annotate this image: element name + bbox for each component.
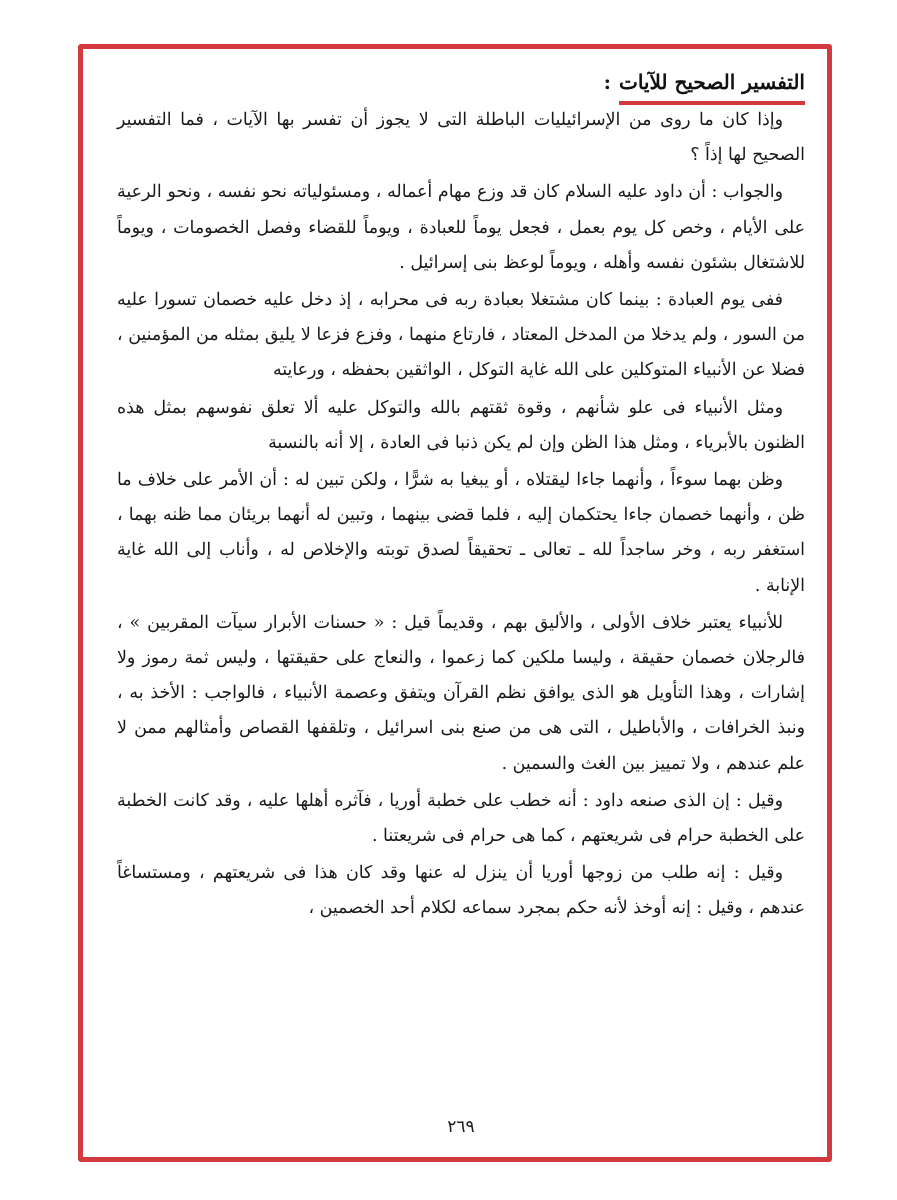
- document-page: [117, 65, 805, 1147]
- heading-title: التفسير الصحيح للآيات: [619, 65, 805, 105]
- paragraph: وقيل : إن الذى صنعه داود : أنه خطب على خطبة أوريا ، فآثره أهلها عليه ، وقد كانت الخطبة على الخطبة حرام فى شريعتهم ، كما هى حرام فى شريعتنا .: [117, 790, 805, 847]
- paragraph: وإذا كان ما روى من الإسرائيليات الباطلة التى لا يجوز أن تفسر بها الآيات ، فما التفسير الصحيح لها إذاً ؟: [117, 110, 805, 166]
- paragraph: ومثل الأنبياء فى علو شأنهم ، وقوة ثقتهم بالله والتوكل عليه ألا تعلق نفوسهم بمثل هذه الظنون بالأبرياء ، ومثل هذا الظن وإن لم يكن ذنبا فى العادة ، إلا أنه بالنسبة: [117, 397, 805, 453]
- paragraph: للأنبياء يعتبر خلاف الأولى ، والأليق بهم ، وقديماً قيل : « حسنات الأبرار سيآت المقربين » ، فالرجلان خصمان حقيقة ، وليسا ملكين كما زعموا ، والنعاج على حقيقتها ، وليس ثمة رموز ولا إشارات ، وهذا التأويل هو الذى يوافق نظم القرآن ويتفق وعصمة الأنبياء ، فالواجب : الأخذ به ، ونبذ الخرافات ، والأباطيل ، التى هى من صنع بنى اسرائيل ، وتلقفها القصاص وأمثالهم ممن لا علم عندهم ، ولا تمييز بين الغث والسمين .: [117, 612, 805, 774]
- paragraph: والجواب : أن داود عليه السلام كان قد وزع مهام أعماله ، ومسئولياته نحو نفسه ، ونحو الرعية على الأيام ، وخص كل يوم بعمل ، فجعل يوماً للعبادة ، ويوماً للقضاء وفصل الخصومات ، ويوماً للاشتغال بشئون نفسه وأهله ، ويوماً لوعظ بنى إسرائيل .: [117, 182, 805, 273]
- page-number: ٢٦٩: [447, 1116, 475, 1137]
- paragraph: وظن بهما سوءاً ، وأنهما جاءا ليقتلاه ، أو يبغيا به شرًّا ، ولكن تبين له : أن الأمر على خلاف ما ظن ، وأنهما خصمان جاءا يحتكمان إليه ، فلما قضى بينهما ، وتبين له أنهما بريئان مما ظنه بهما ، استغفر ربه ، وخر ساجداً لله ـ تعالى ـ تحقيقاً لصدق توبته والإخلاص له ، وأناب إلى الله غاية الإنابة .: [117, 470, 805, 596]
- section-heading: [117, 65, 805, 101]
- heading-colon: :: [603, 70, 611, 94]
- paragraph: وقيل : إنه طلب من زوجها أوريا أن ينزل له عنها وقد كان هذا فى شريعتهم ، ومستساغاً عندهم ، وقيل : إنه أوخذ لأنه حكم بمجرد سماعه لكلام أحد الخصمين ،: [117, 863, 805, 919]
- paragraph: ففى يوم العبادة : بينما كان مشتغلا بعبادة ربه فى محرابه ، إذ دخل عليه خصمان تسورا عليه من السور ، ولم يدخلا من المدخل المعتاد ، فارتاع منهما ، وفزع فزعا لا يليق بمثله من المؤمنين ، فضلا عن الأنبياء المتوكلين على الله غاية التوكل ، الواثقين بحفظه ، ورعايته: [117, 290, 805, 381]
- page-frame: [78, 44, 832, 1162]
